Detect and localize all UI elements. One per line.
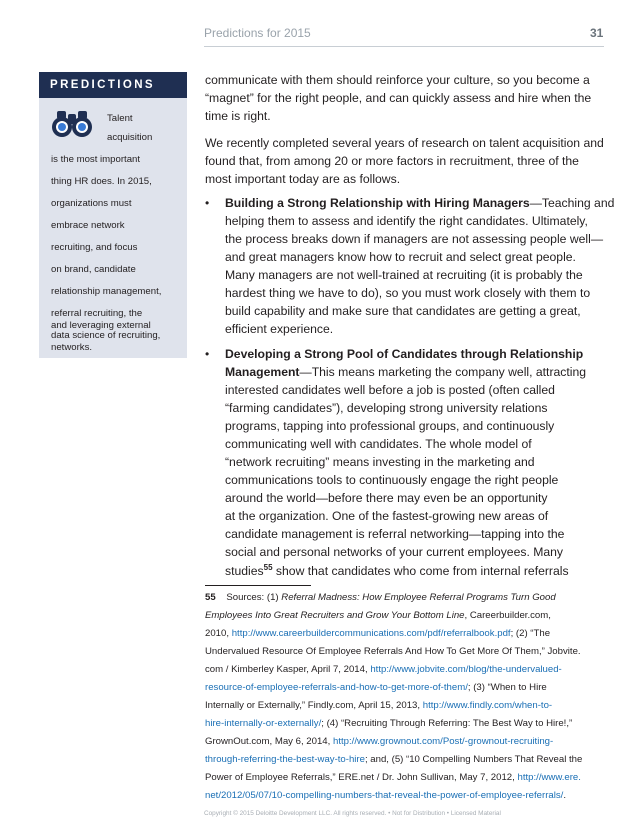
bullet-text: studies [225, 564, 264, 579]
footnote-line [205, 682, 547, 693]
paragraph-line: We recently completed several years of research on talent acquisition and [205, 136, 604, 150]
bullet-line: efficient experience. [225, 322, 334, 336]
bullet-line: interested candidates well before a job is posted (often called [225, 383, 555, 397]
paragraph-line: time is right. [205, 109, 271, 123]
sidebar-heading: PREDICTIONS [39, 72, 187, 98]
footnote-line [205, 700, 552, 711]
sidebar-text-line: Talent [107, 113, 133, 124]
footnote-line [205, 736, 553, 747]
footnote-link[interactable]: net/2012/05/07/10-compelling-numbers-that-reveal-the-power-of-employee-referrals/ [205, 790, 564, 801]
footnote-text: ; and, (5) “10 Compelling Numbers That Reveal the [364, 754, 583, 765]
paragraph-line: most important today are as follows. [205, 172, 401, 186]
bullet-line: “network recruiting” means investing in the marketing and [225, 455, 535, 469]
footnote-link[interactable]: through-referring-the-best-way-to-hire [205, 754, 365, 765]
bullet-line [225, 563, 569, 578]
bullet-line: programs, tapping into professional groups, and continuously [225, 419, 555, 433]
footnote-line [205, 790, 566, 801]
footnote-title: Referral Madness: How Employee Referral Programs Turn Good [281, 592, 556, 603]
footnote-text: , Careerbuilder.com, [464, 610, 551, 621]
footnote-text: ; (2) “The [510, 628, 551, 639]
bullet-heading: Developing a Strong Pool of Candidates through Relationship [225, 347, 584, 361]
footnote-number: 55 [205, 592, 216, 603]
bullet-heading: Building a Strong Relationship with Hiring Managers [225, 196, 530, 210]
footnote-line [205, 772, 581, 783]
bullet-line: at the organization. One of the fastest-growing new areas of [225, 509, 549, 523]
sidebar-text-line: embrace network [51, 220, 125, 231]
page-number: 31 [590, 26, 604, 40]
footnote-line [205, 592, 556, 603]
bullet-marker: • [205, 196, 210, 210]
footnote-text: ; (4) “Recruiting Through Referring: The Best Way to Hire!,” [321, 718, 573, 729]
bullet-heading: Management [225, 365, 300, 379]
footnote-link[interactable]: http://www.findly.com/when-to- [422, 700, 553, 711]
sidebar-text-line: and leveraging external [51, 320, 151, 331]
footnote-line [205, 610, 551, 621]
bullet-text: —Teaching and [529, 196, 615, 210]
bullet-line: “farming candidates”), developing strong university relations [225, 401, 548, 415]
bullet-line: hardest thing we have to do), so you must work closely with them to [225, 286, 591, 300]
bullet-marker: • [205, 347, 210, 361]
footnote-link[interactable]: http://www.grownout.com/Post/-grownout-recruiting- [332, 736, 554, 747]
bullet-line [225, 196, 614, 210]
running-header-title: Predictions for 2015 [204, 26, 311, 40]
bullet-line: communications tools to continuously engage the right people [225, 473, 559, 487]
paragraph-line: “magnet” for the right people, and can quickly assess and hire when the [205, 91, 592, 105]
bullet-line: helping them to assess and identify the right candidates. Ultimately, [225, 214, 588, 228]
bullet-line: candidate management is referral networking—tapping into the [225, 527, 565, 541]
footnote-line [205, 628, 550, 639]
bullet-line: and great managers know how to recruit and select great people. [225, 250, 576, 264]
sidebar-text-line: data science of recruiting, [51, 330, 161, 341]
footnote-text: GrownOut.com, May 6, 2014, [205, 736, 333, 747]
footnote-text: Power of Employee Referrals,” ERE.net / Dr. John Sullivan, May 7, 2012, [205, 772, 518, 783]
footnote-text: 2010, [205, 628, 232, 639]
paragraph-line: communicate with them should reinforce your culture, so you become a [205, 73, 590, 87]
footnote-line [205, 754, 582, 765]
footnote-line: Undervalued Resource Of Employee Referrals And How To Get More Of Them,” Jobvite. [205, 646, 581, 657]
bullet-line: around the world—before there may even be an opportunity [225, 491, 548, 505]
bullet-line: Many managers are not well-trained at recruiting (it is probably the [225, 268, 583, 282]
footnote-link[interactable]: hire-internally-or-externally/ [205, 718, 322, 729]
footnote-title: Employees Into Great Recruiters and Grow Your Bottom Line [205, 610, 465, 621]
sidebar-text-line: is the most important [51, 154, 141, 165]
footnote-text: Internally or Externally,” Findly.com, April 15, 2013, [205, 700, 423, 711]
sidebar-text-line: thing HR does. In 2015, [51, 176, 152, 187]
predictions-sidebar [39, 72, 187, 358]
sidebar-text-line: organizations must [51, 198, 132, 209]
footnote-divider [205, 585, 311, 586]
footnote-text: com / Kimberley Kasper, April 7, 2014, [205, 664, 371, 675]
paragraph-line: found that, from among 20 or more factors in recruitment, three of the [205, 154, 579, 168]
bullet-line: communicating well with candidates. The whole model of [225, 437, 532, 451]
footnote-text: ; (3) “When to Hire [467, 682, 547, 693]
bullet-line [225, 365, 586, 379]
binoculars-icon [49, 108, 95, 140]
bullet-line: social and personal networks of your current employees. Many [225, 545, 564, 559]
footnote-line [205, 718, 572, 729]
bullet-line: build capability and make sure that candidates are getting a great, [225, 304, 581, 318]
sidebar-text-line: acquisition [107, 132, 153, 143]
footnote-reference[interactable]: 55 [263, 563, 273, 572]
copyright-footer: Copyright © 2015 Deloitte Development LLC. All rights reserved. • Not for Distribution • Licensed Material [204, 810, 501, 817]
footnote-link[interactable]: http://www.careerbuildercommunications.com/pdf/referralbook.pdf [231, 628, 511, 639]
footnote-text: Sources: (1) [226, 592, 282, 603]
footnote-text: . [563, 790, 567, 801]
footnote-link[interactable]: http://www.jobvite.com/blog/the-undervalued- [370, 664, 562, 675]
bullet-text: show that candidates who come from internal referrals [272, 564, 569, 579]
bullet-text: —This means marketing the company well, attracting [299, 365, 587, 379]
sidebar-text-line: relationship management, [51, 286, 162, 297]
footnote-line [205, 664, 562, 675]
header-divider [204, 46, 604, 47]
sidebar-text-line: referral recruiting, the [51, 308, 143, 319]
footnote-link[interactable]: http://www.ere. [517, 772, 581, 783]
sidebar-text-line: on brand, candidate [51, 264, 136, 275]
sidebar-text-line: recruiting, and focus [51, 242, 138, 253]
bullet-line: the process breaks down if managers are not assessing people well— [225, 232, 604, 246]
sidebar-text-line: networks. [51, 342, 93, 353]
footnote-link[interactable]: resource-of-employee-referrals-and-how-to-get-more-of-them/ [205, 682, 468, 693]
